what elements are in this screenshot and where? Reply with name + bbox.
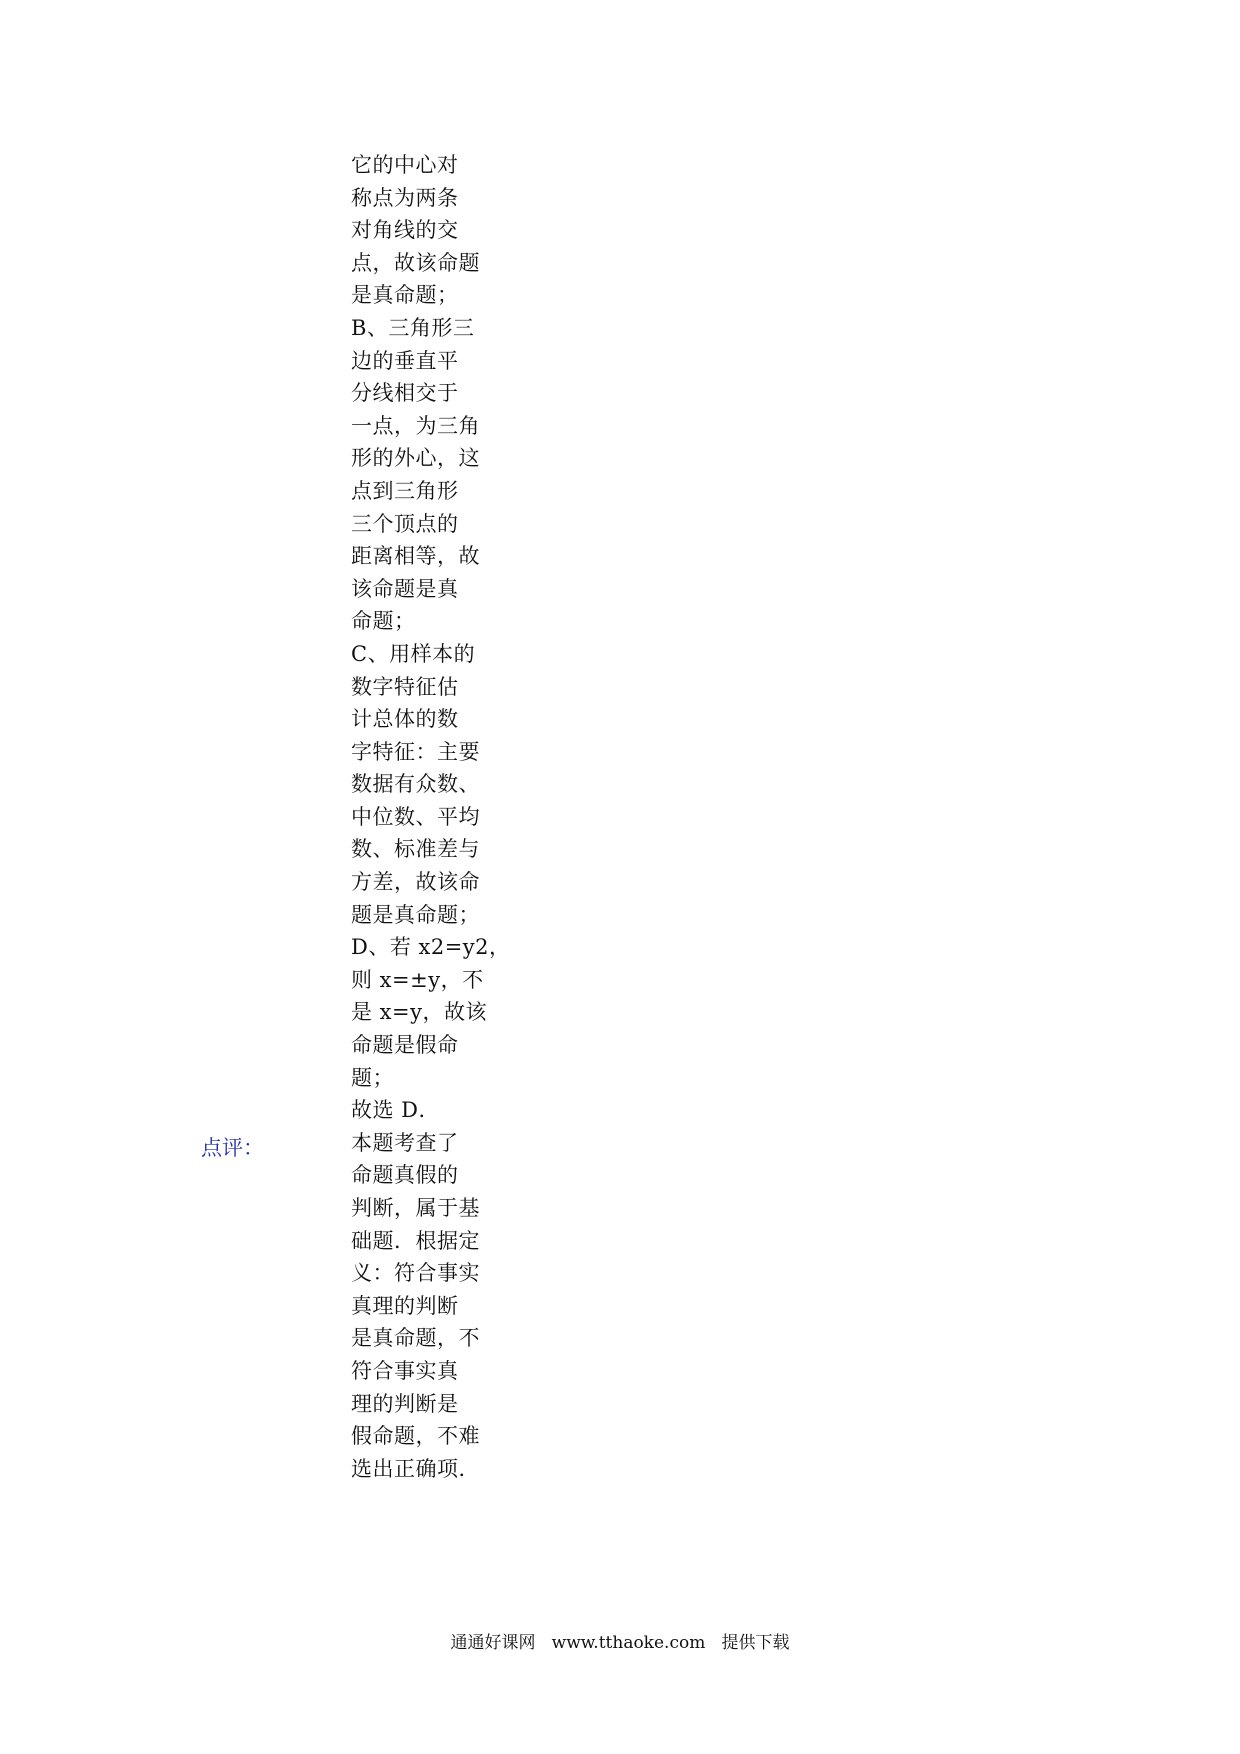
text-line: 方差，故该命: [351, 870, 480, 895]
text-line: 三个顶点的: [351, 511, 459, 536]
text-line: 对角线的交: [351, 218, 459, 243]
text-line: 数、标准差与: [351, 837, 480, 862]
text-line: 点到三角形: [351, 478, 459, 503]
text-line: 符合事实真: [351, 1358, 459, 1383]
text-line: 假命题，不难: [351, 1424, 480, 1449]
review-label: 点评：: [201, 1136, 264, 1160]
text-line: D、若 x2=y2，: [351, 935, 511, 960]
text-line: 命题是假命: [351, 1033, 459, 1058]
text-line: 称点为两条: [351, 185, 459, 210]
text-line: 点，故该命题: [351, 250, 480, 275]
text-line: 选出正确项．: [351, 1456, 480, 1481]
text-line: B、三角形三: [351, 315, 475, 340]
text-line: 本题考查了: [351, 1130, 459, 1155]
text-line: 理的判断是: [351, 1391, 459, 1416]
text-line: 数据有众数、: [351, 772, 480, 797]
text-line: 则 x=±y，不: [351, 967, 484, 992]
text-line: 是真命题，不: [351, 1326, 480, 1351]
page-footer: 通通好课网 www.tthaoke.com 提供下载: [450, 1633, 790, 1653]
text-line: 题；: [351, 1065, 394, 1090]
text-line: 它的中心对: [351, 153, 459, 177]
text-line: 命题真假的: [351, 1163, 459, 1188]
text-line: 一点，为三角: [351, 413, 480, 438]
text-line: 是 x=y，故该: [351, 1000, 487, 1025]
text-line: 字特征：主要: [351, 739, 480, 764]
text-line: 义：符合事实: [351, 1261, 480, 1286]
text-line: 题是真命题；: [351, 902, 480, 927]
text-line: 判断，属于基: [351, 1196, 480, 1220]
text-line: 形的外心，这: [351, 446, 480, 471]
text-line: 边的垂直平: [351, 348, 459, 373]
text-line: 计总体的数: [351, 707, 459, 732]
text-line: 中位数、平均: [351, 804, 480, 829]
text-line: 距离相等，故: [351, 544, 480, 569]
text-line: 数字特征估: [351, 674, 459, 699]
text-line: 命题；: [351, 609, 416, 634]
text-line: 该命题是真: [351, 576, 459, 601]
text-line: C、用样本的: [351, 641, 476, 666]
text-line: 故选 D．: [351, 1098, 441, 1123]
text-line: 础题．根据定: [351, 1228, 480, 1253]
text-line: 分线相交于: [351, 381, 459, 406]
answer-analysis-column: [351, 149, 511, 1485]
text-line: 真理的判断: [351, 1293, 459, 1318]
text-line: 是真命题；: [351, 283, 459, 308]
